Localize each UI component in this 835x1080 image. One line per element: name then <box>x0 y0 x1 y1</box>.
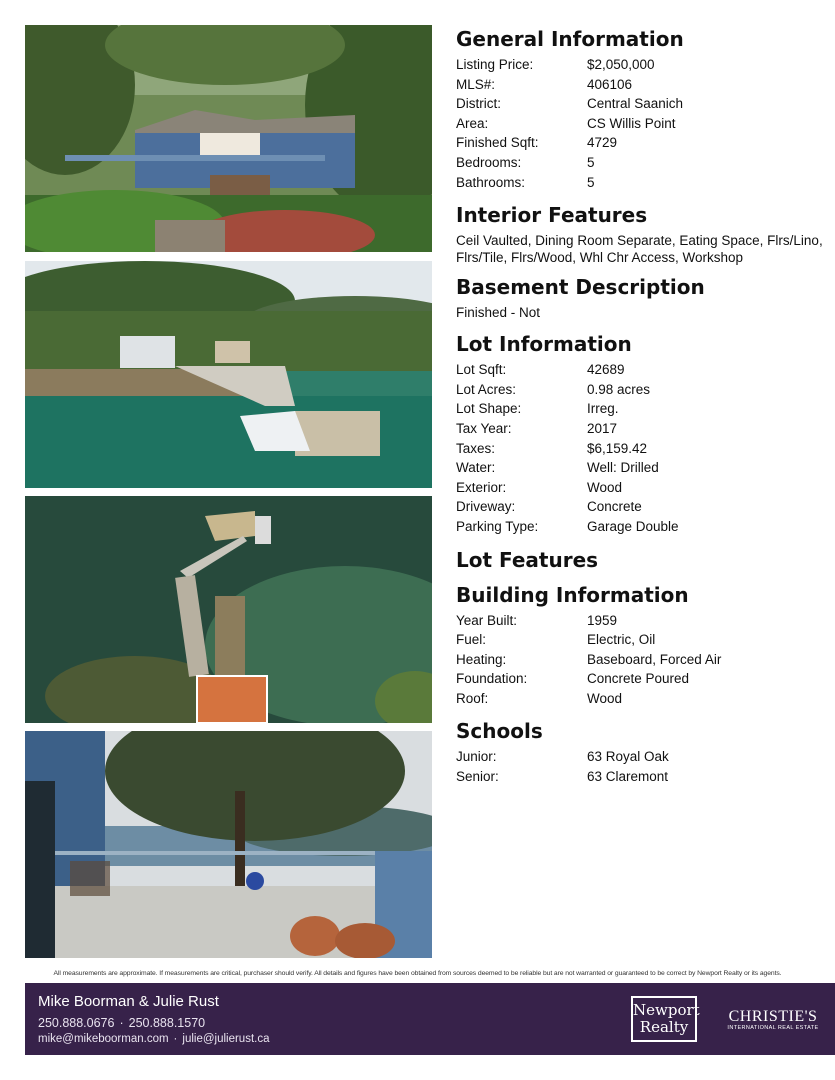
detail-row <box>456 497 826 517</box>
detail-label: Driveway: <box>456 499 516 515</box>
detail-label: Lot Shape: <box>456 401 522 417</box>
aerial-dock-photo <box>25 496 432 723</box>
email-link[interactable]: mike@mikeboorman.com <box>38 1033 169 1045</box>
detail-row <box>456 747 826 767</box>
detail-label: Water: <box>456 460 496 476</box>
detail-value: 5 <box>587 174 595 190</box>
waterfront-dock-photo <box>25 261 432 488</box>
detail-value: Electric, Oil <box>587 632 656 648</box>
detail-row <box>456 689 826 709</box>
general-rows <box>456 55 826 192</box>
detail-label: District: <box>456 96 501 112</box>
general-information-section <box>456 26 826 192</box>
logo-line: Newport <box>633 1001 700 1019</box>
detail-label: Fuel: <box>456 632 487 648</box>
detail-label: Foundation: <box>456 671 528 687</box>
detail-row <box>456 478 826 498</box>
section-title: Lot Features <box>456 547 599 572</box>
detail-label: Junior: <box>456 749 497 765</box>
christies-logo <box>718 1008 828 1031</box>
detail-label: Senior: <box>456 769 499 785</box>
interior-features-section <box>456 202 826 266</box>
detail-row <box>456 669 826 689</box>
agent-phones <box>38 1016 205 1030</box>
detail-label: Heating: <box>456 651 507 667</box>
email-link[interactable]: julie@julierust.ca <box>182 1033 270 1045</box>
phone-link[interactable]: 250.888.0676 <box>38 1016 115 1030</box>
lot-information-section <box>456 331 826 536</box>
detail-label: Lot Sqft: <box>456 362 507 378</box>
schools-section <box>456 718 826 786</box>
detail-value: 1959 <box>587 612 618 628</box>
listing-details <box>456 26 826 787</box>
detail-row <box>456 55 826 75</box>
detail-value: 5 <box>587 154 595 170</box>
detail-row <box>456 458 826 478</box>
detail-value: 4729 <box>587 135 618 151</box>
detail-value: Irreg. <box>587 401 619 417</box>
newport-realty-logo <box>631 996 700 1042</box>
detail-value: Garage Double <box>587 518 679 534</box>
detail-row <box>456 630 826 650</box>
detail-label: Parking Type: <box>456 518 539 534</box>
detail-label: Area: <box>456 115 489 131</box>
detail-value: Concrete Poured <box>587 671 690 687</box>
detail-value: Wood <box>587 690 623 706</box>
schools-rows <box>456 747 826 786</box>
phone-link[interactable]: 250.888.1570 <box>128 1016 206 1030</box>
detail-value: 2017 <box>587 420 618 436</box>
building-information-section <box>456 582 826 709</box>
house-exterior-photo <box>25 25 432 252</box>
detail-value: $2,050,000 <box>587 57 655 72</box>
detail-row <box>456 360 826 380</box>
deck-view-photo <box>25 731 432 958</box>
basement-description-section <box>456 274 826 321</box>
detail-row <box>456 94 826 114</box>
agent-names: Mike Boorman & Julie Rust <box>38 993 219 1010</box>
agent-emails <box>38 1033 270 1045</box>
detail-row <box>456 767 826 787</box>
detail-row <box>456 419 826 439</box>
detail-row <box>456 439 826 459</box>
detail-value: Concrete <box>587 499 642 515</box>
detail-value: 0.98 acres <box>587 381 651 397</box>
detail-value: Wood <box>587 479 623 495</box>
separator: · <box>119 1016 124 1030</box>
section-title: Lot Information <box>456 332 632 357</box>
detail-label: Bedrooms: <box>456 154 522 170</box>
detail-row <box>456 399 826 419</box>
section-title: Building Information <box>456 582 689 607</box>
disclaimer: All measurements are approximate. If measurements are critical, purchaser should verify. All details and figures have been obtained from sources deemed to be reliable but are not warranted or guaranteed to be correct by Newport Realty or its agents. <box>53 970 782 977</box>
basement-description-text: Finished - Not <box>456 305 541 321</box>
section-title: General Information <box>456 27 684 51</box>
detail-label: Year Built: <box>456 612 518 628</box>
section-title: Schools <box>456 719 543 744</box>
detail-label: Exterior: <box>456 479 507 495</box>
detail-label: Listing Price: <box>456 57 534 72</box>
detail-value: CS Willis Point <box>587 115 676 131</box>
detail-value: Baseboard, Forced Air <box>587 651 722 667</box>
detail-row <box>456 114 826 134</box>
building-rows <box>456 611 826 709</box>
christies-tagline: INTERNATIONAL REAL ESTATE <box>727 1025 819 1031</box>
detail-row <box>456 173 826 193</box>
detail-value: 42689 <box>587 362 625 378</box>
interior-features-text: Ceil Vaulted, Dining Room Separate, Eating Space, Flrs/Lino, Flrs/Tile, Flrs/Wood, Whl Chr Access, Workshop <box>456 233 823 266</box>
section-title: Interior Features <box>456 203 648 228</box>
agent-footer <box>25 983 835 1055</box>
detail-row <box>456 650 826 670</box>
detail-label: Lot Acres: <box>456 381 517 397</box>
detail-row <box>456 133 826 153</box>
detail-value: Well: Drilled <box>587 460 659 476</box>
detail-row <box>456 380 826 400</box>
detail-label: MLS#: <box>456 76 496 92</box>
lot-rows <box>456 360 826 536</box>
christies-wordmark: CHRISTIE'S <box>728 1008 818 1025</box>
detail-value: Central Saanich <box>587 96 684 112</box>
detail-value: 406106 <box>587 76 633 92</box>
detail-label: Tax Year: <box>456 420 512 436</box>
detail-value: 63 Royal Oak <box>587 749 669 765</box>
detail-row <box>456 153 826 173</box>
detail-value: 63 Claremont <box>587 769 669 785</box>
lot-features-section <box>456 547 826 573</box>
detail-label: Roof: <box>456 690 489 706</box>
detail-row <box>456 517 826 537</box>
detail-label: Taxes: <box>456 440 496 456</box>
section-title: Basement Description <box>456 275 705 300</box>
separator: · <box>173 1033 178 1045</box>
detail-row <box>456 75 826 95</box>
detail-value: $6,159.42 <box>587 440 648 456</box>
detail-label: Bathrooms: <box>456 174 526 190</box>
detail-row <box>456 611 826 631</box>
logo-line: Realty <box>639 1018 689 1036</box>
detail-label: Finished Sqft: <box>456 135 539 151</box>
